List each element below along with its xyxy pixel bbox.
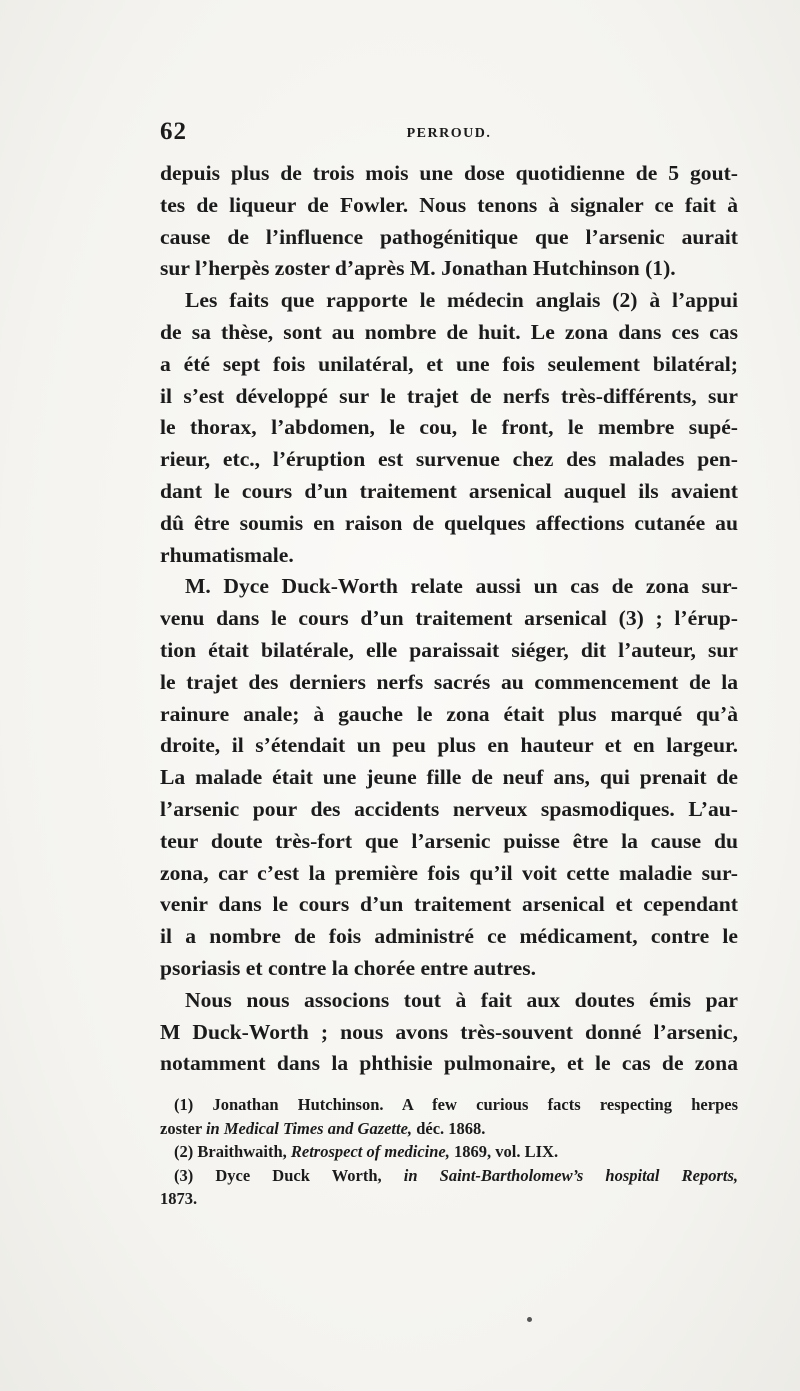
text-line: venir dans le cours d’un traitement arsenical et cependant — [160, 892, 738, 917]
page-header — [160, 118, 738, 148]
text-line: psoriasis et contre la chorée entre autres. — [160, 955, 537, 980]
body-text — [160, 158, 738, 1080]
text-line: La malade était une jeune fille de neuf ans, qui prenait de — [160, 765, 738, 790]
footnote-text: 1869, vol. LIX. — [449, 1142, 559, 1161]
text-line: rainure anale; à gauche le zona était plus marqué qu’à — [160, 701, 738, 726]
text-line: l’arsenic pour des accidents nerveux spasmodiques. L’au- — [160, 796, 738, 821]
text-line: cause de l’influence pathogénitique que l’arsenic aurait — [160, 224, 738, 249]
text-line: dant le cours d’un traitement arsenical auquel ils avaient — [160, 478, 738, 503]
text-line: le thorax, l’abdomen, le cou, le front, le membre supé- — [160, 415, 738, 440]
text-line: de sa thèse, sont au nombre de huit. Le zona dans ces cas — [160, 319, 738, 344]
footnote-source-title: in Saint-Bartholomew’s hospital Reports, — [403, 1165, 738, 1185]
text-line: rieur, etc., l’éruption est survenue chez des malades pen- — [160, 447, 738, 472]
footnote-text: (2) Braithwaith, — [174, 1142, 291, 1161]
text-line: a été sept fois unilatéral, et une fois seulement bilatéral; — [160, 351, 738, 376]
footnote-text: (3) Dyce Duck Worth, — [174, 1165, 404, 1185]
text-line: Les faits que rapporte le médecin anglais (2) à l’appui — [185, 288, 738, 313]
footnotes — [160, 1093, 738, 1211]
text-line: Nous nous associons tout à fait aux doutes émis par — [185, 987, 738, 1012]
text-line: rhumatismale. — [160, 542, 294, 567]
text-line: zona, car c’est la première fois qu’il voit cette maladie sur- — [160, 860, 738, 885]
text-line: il a nombre de fois administré ce médicament, contre le — [160, 924, 738, 949]
text-line: dû être soumis en raison de quelques affections cutanée au — [160, 510, 738, 535]
footnote-text: zoster — [160, 1118, 206, 1138]
text-line: sur l’herpès zoster d’après M. Jonathan Hutchinson (1). — [160, 256, 676, 281]
footnote-source-title: in Medical Times and Gazette, — [205, 1118, 413, 1138]
text-line: le trajet des derniers nerfs sacrés au commencement de la — [160, 669, 738, 694]
footnote-1-continued — [160, 1117, 738, 1141]
text-line: depuis plus de trois mois une dose quotidienne de 5 gout- — [160, 161, 738, 185]
ink-speck — [527, 1317, 532, 1322]
text-line: il s’est développé sur le trajet de nerfs très-différents, sur — [160, 383, 738, 408]
text-line: M Duck-Worth ; nous avons très-souvent donné l’arsenic, — [160, 1019, 738, 1044]
footnote-1: (1) Jonathan Hutchinson. A few curious facts respecting herpes — [174, 1095, 738, 1114]
page-number: 62 — [160, 118, 187, 145]
text-line: M. Dyce Duck-Worth relate aussi un cas de zona sur- — [185, 574, 738, 599]
footnote-3 — [160, 1164, 738, 1188]
text-line: tes de liqueur de Fowler. Nous tenons à signaler ce fait à — [160, 192, 738, 217]
footnote-source-title: Retrospect of medicine, — [290, 1142, 450, 1161]
footnote-2 — [160, 1140, 738, 1164]
text-line: tion était bilatérale, elle paraissait siéger, dit l’auteur, sur — [160, 637, 738, 662]
running-head: PERROUD. — [406, 126, 492, 141]
text-line: notamment dans la phthisie pulmonaire, et le cas de zona — [160, 1051, 738, 1076]
text-line: droite, il s’étendait un peu plus en hauteur et en largeur. — [160, 733, 738, 758]
text-line: teur doute très-fort que l’arsenic puisse être la cause du — [160, 828, 738, 853]
footnote-3-continued: 1873. — [160, 1189, 198, 1208]
footnote-text: déc. 1868. — [412, 1118, 486, 1138]
text-line: venu dans le cours d’un traitement arsenical (3) ; l’érup- — [160, 606, 738, 631]
